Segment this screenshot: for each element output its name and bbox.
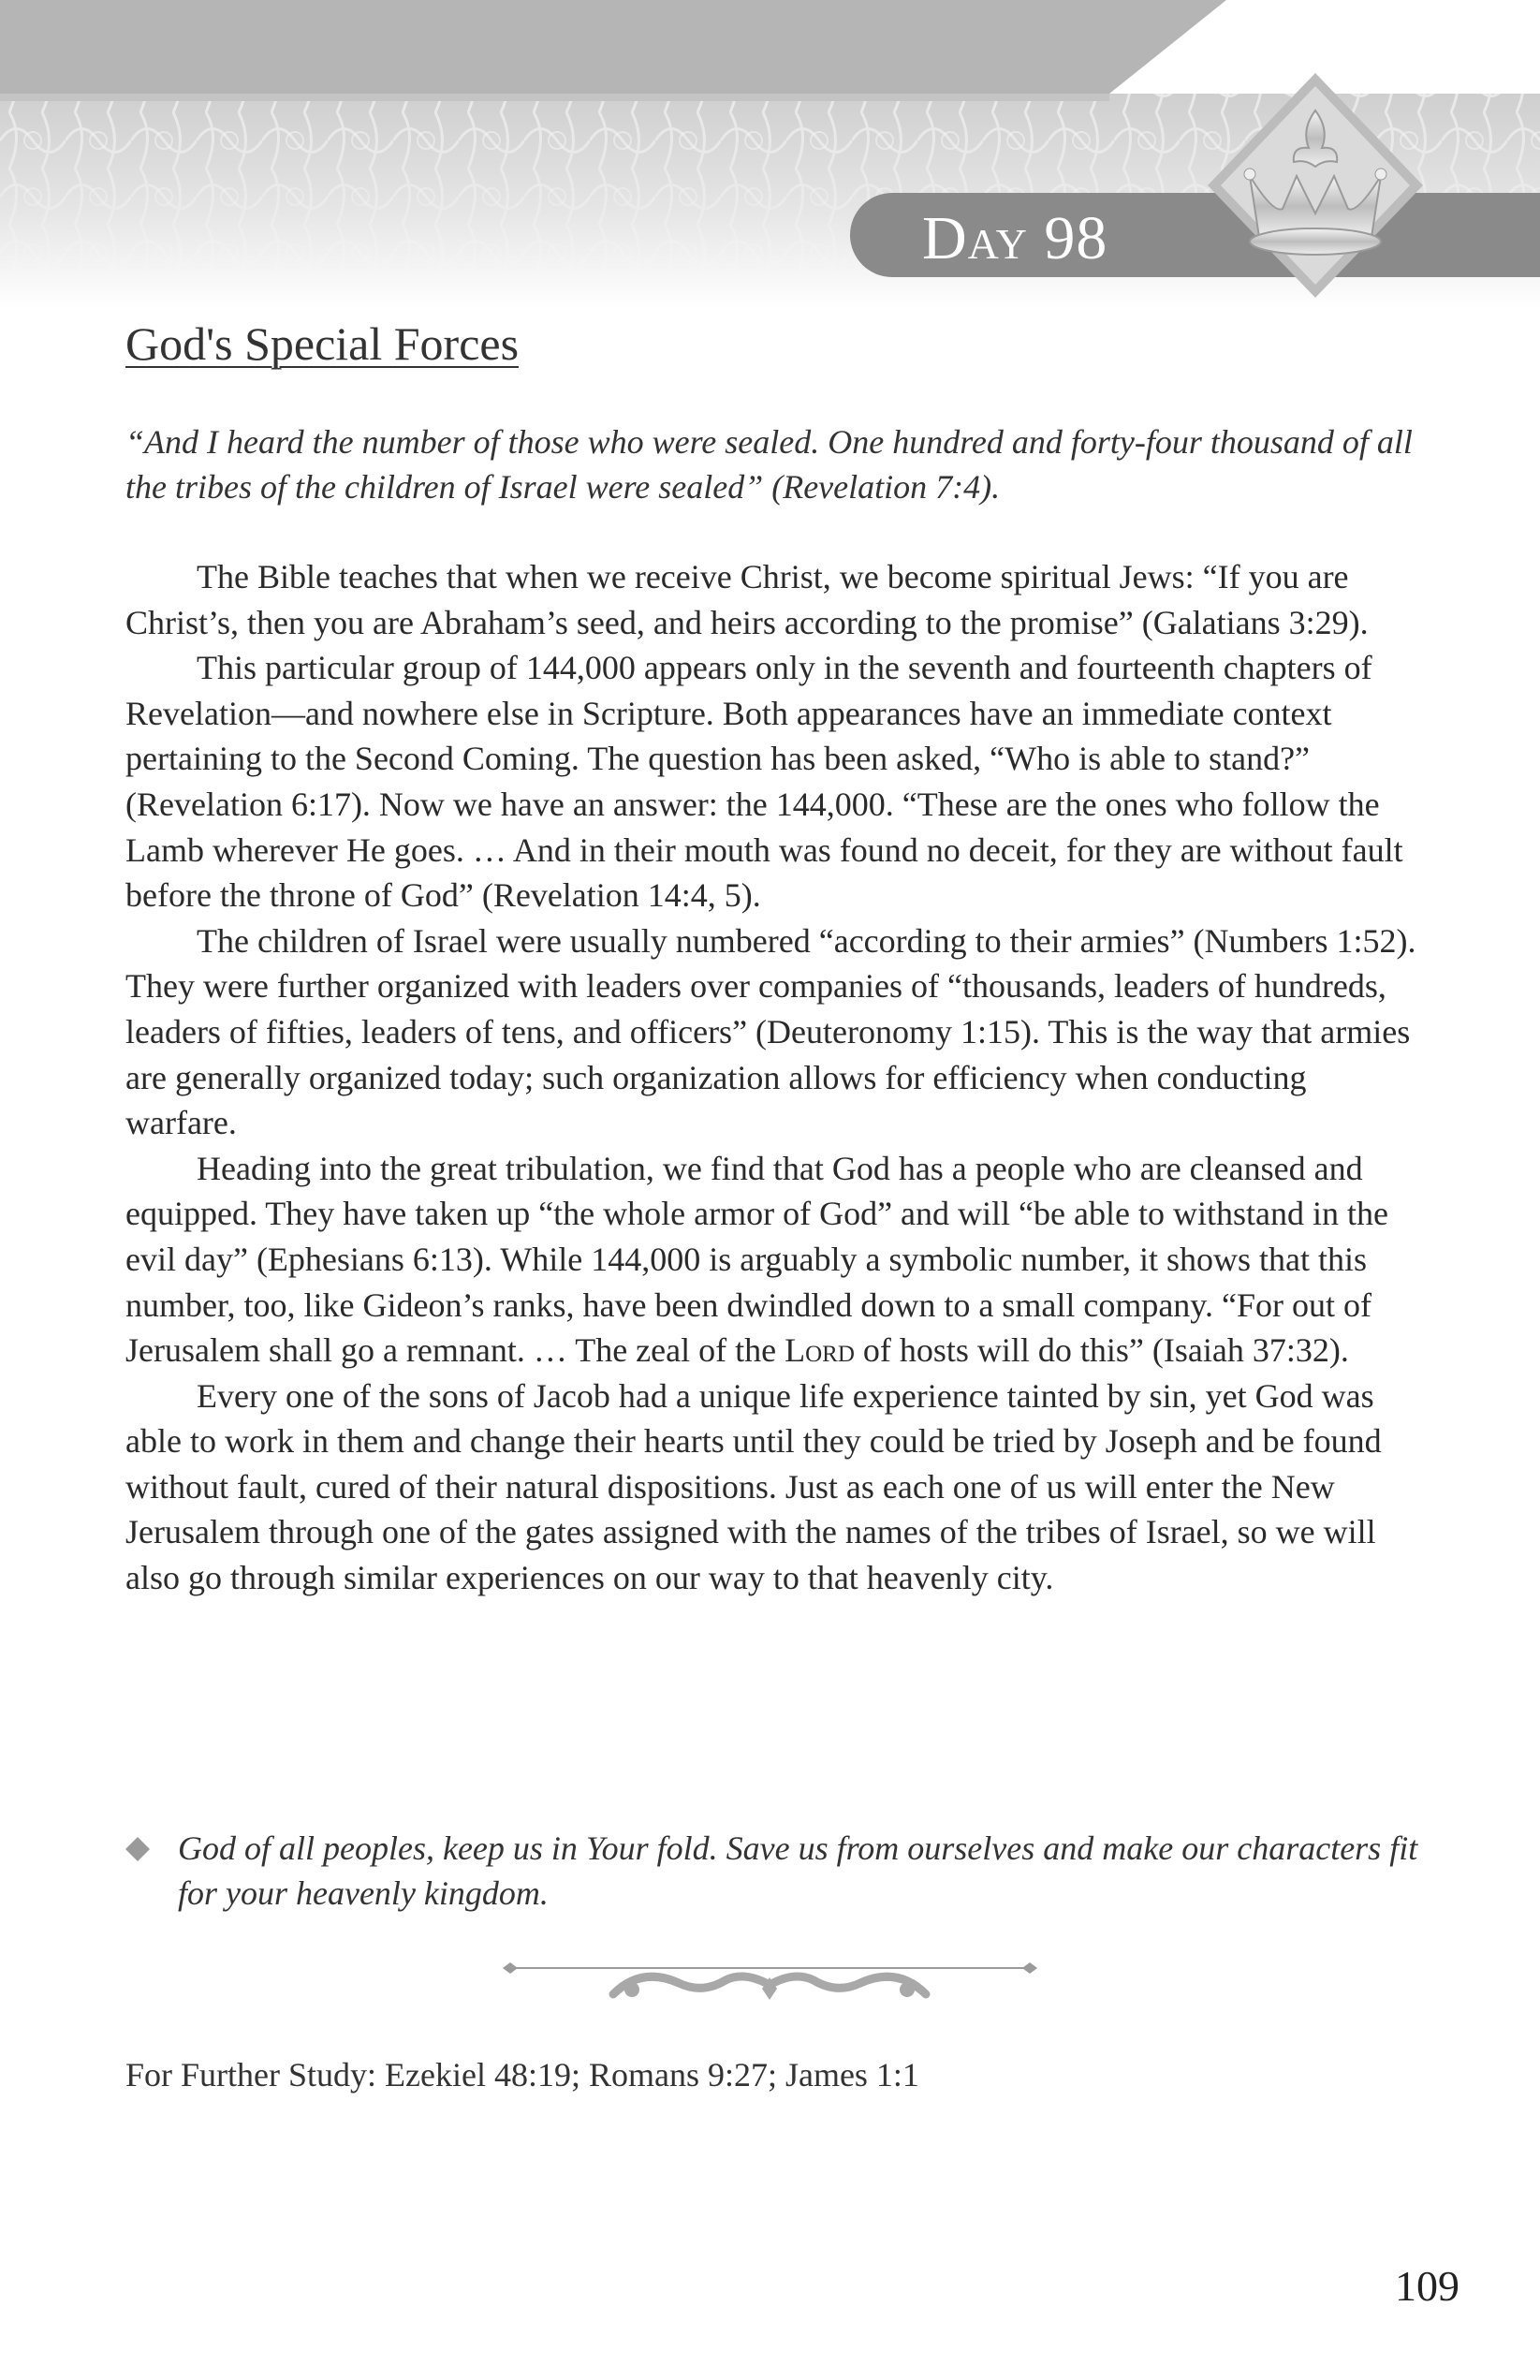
prayer-text: God of all peoples, keep us in Your fold. Save us from ourselves and make our characters fit for your heavenly kingdom. — [178, 1829, 1418, 1912]
body-text — [125, 554, 1422, 1601]
day-label: Day 98 — [922, 204, 1108, 272]
paragraph: The children of Israel were usually numbered “according to their armies” (Numbers 1:52). They were further organized with leaders over companies of “thousands, leaders of hundreds, leaders of fifties, leaders of tens, and officers” (Deuteronomy 1:15). This is the way that armies are generally organized today; such organization allows for efficiency when conducting warfare. — [125, 921, 1416, 1142]
paragraph-text: of hosts will do this” (Isaiah 37:32). — [854, 1331, 1349, 1370]
page-title: God's Special Forces — [125, 317, 520, 370]
paragraph — [125, 1146, 1422, 1374]
paragraph: Every one of the sons of Jacob had a unique life experience tainted by sin, yet God was able to work in them and change their hearts until they could be tried by Joseph and be found without fault, cured of their natural dispositions. Just as each one of us will enter the New Jerusalem through one of the gates assigned with the names of the tribes of Israel, so we will also go through similar experiences on our way to that heavenly city. — [125, 1376, 1382, 1597]
lord-small-caps: Lord — [785, 1331, 855, 1370]
paragraph: The Bible teaches that when we receive Christ, we become spiritual Jews: “If you are Christ’s, then you are Abraham’s seed, and heirs according to the promise” (Galatians 3:29). — [125, 558, 1369, 641]
crown-icon — [1208, 73, 1423, 298]
paragraph-text: Heading into the great tribulation, we find that God has a people who are cleansed and equipped. They have taken up “the whole armor of God” and will “be able to withstand in the evil day” (Ephesians 6:13). While 144,000 is arguably a symbolic number, it shows that this number, too, like Gideon’s ranks, have been dwindled down to a small company. “For out of Jerusalem shall go a remnant. … The zeal of the — [125, 1149, 1388, 1370]
scripture-verse: “And I heard the number of those who were sealed. One hundred and forty-four thousand of all the tribes of the children of Israel were sealed” (Revelation 7:4). — [125, 423, 1413, 506]
paragraph: This particular group of 144,000 appears only in the seventh and fourteenth chapters of Revelation—and nowhere else in Scripture. Both appearances have an immediate context pertaining to the Second Coming. The question has been asked, “Who is able to stand?” (Revelation 6:17). Now we have an answer: the 144,000. “These are the ones who follow the Lamb wherever He goes. … And in their mouth was found no deceit, for they are without fault before the throne of God” (Revelation 14:4, 5). — [125, 649, 1403, 915]
diamond-bullet-icon — [125, 1837, 150, 1861]
prayer — [125, 1826, 1427, 1916]
scroll-ornament-icon — [501, 1947, 1039, 2013]
further-study: For Further Study: Ezekiel 48:19; Romans 9:27; James 1:1 — [125, 2056, 919, 2094]
page-number: 109 — [1395, 2262, 1459, 2310]
